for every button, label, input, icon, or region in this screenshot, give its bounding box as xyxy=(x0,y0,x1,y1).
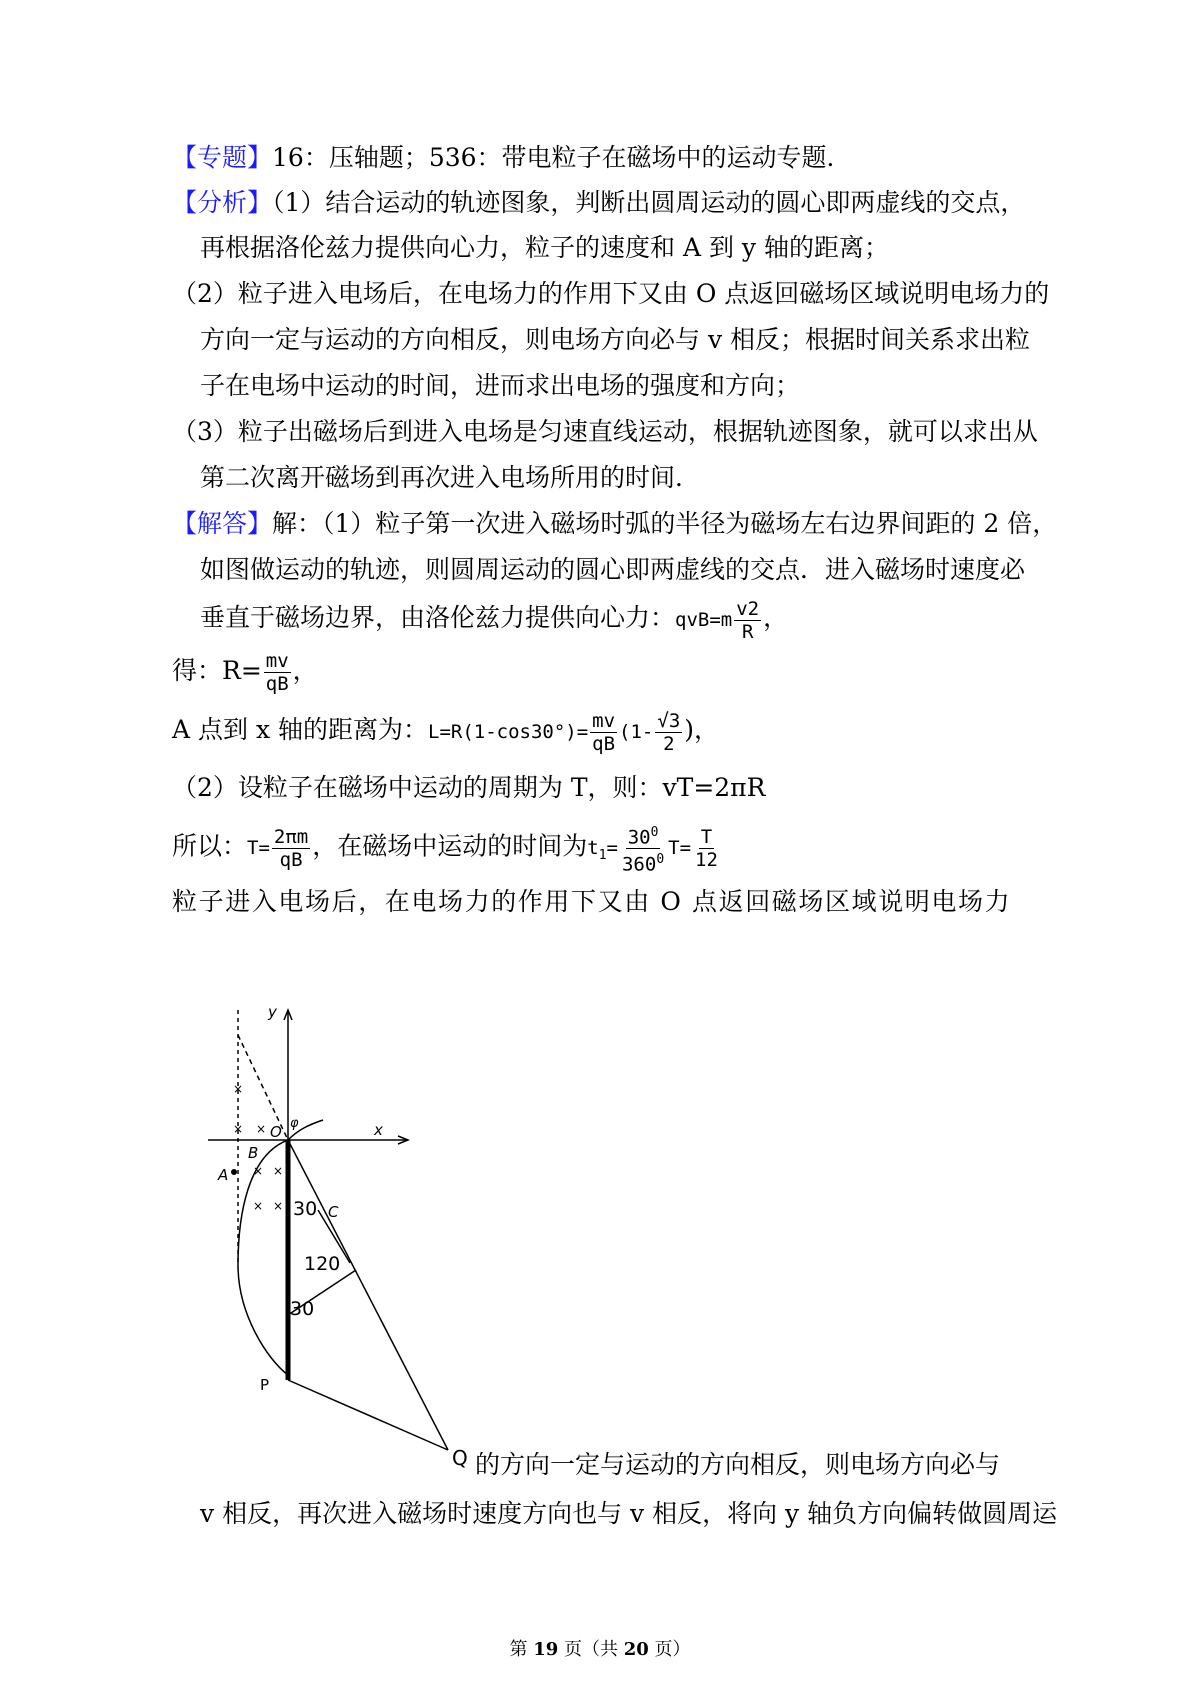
analysis-line-2: 再根据洛伦兹力提供向心力，粒子的速度和 A 到 y 轴的距离； xyxy=(200,233,889,262)
trajectory-figure xyxy=(208,1005,488,1495)
answer-line-7: 所以：T= $\frac{2\pi m}{qB}$ ，在磁场中运动的时间为$t_1=$ $\frac{30^0}{360^0}$ T= $\frac{T}{12}$ xyxy=(172,822,722,876)
radius-formula: $\frac{mv}{qB}$ xyxy=(265,650,289,695)
answer-tag: 【解答】 xyxy=(172,509,273,538)
label-q: Q xyxy=(452,1446,468,1470)
field-mark: × xyxy=(273,1199,284,1213)
field-mark: × xyxy=(233,1082,244,1096)
answer-line-9: 的方向一定与运动的方向相反，则电场方向必与 xyxy=(475,1450,1001,1479)
analysis-line-5: 子在电场中运动的时间，进而求出电场的强度和方向； xyxy=(200,371,801,400)
time-formula: $t_1=$ $\frac{30^0}{360^0}$ T= $\frac{T}{12}$ xyxy=(587,837,722,859)
answer-line-3: 垂直于磁场边界，由洛伦兹力提供向心力：qvB=m $\frac{v2}{R}$ ， xyxy=(200,598,789,643)
angle-30-bottom: 30 xyxy=(290,1298,315,1320)
field-mark: × xyxy=(233,1122,244,1136)
answer-line-2: 如图做运动的轨迹，则圆周运动的圆心即两虚线的交点．进入磁场时速度必 xyxy=(200,555,1026,584)
topic-line xyxy=(172,141,852,175)
label-phi: φ xyxy=(290,1116,299,1131)
label-a: A xyxy=(218,1166,229,1184)
field-mark: × xyxy=(253,1164,264,1178)
label-c: C xyxy=(328,1203,339,1221)
field-mark: × xyxy=(253,1199,264,1213)
distance-formula: L=R(1-cos30°)= $\frac{mv}{qB}$ (1- $\frac{√3}{2}$ xyxy=(428,710,681,755)
page-footer: 第 19 页（共 20 页） xyxy=(509,1639,691,1660)
field-mark: × xyxy=(273,1164,284,1178)
label-p: P xyxy=(260,1376,270,1394)
answer-line-1: 【解答】解：（1）粒子第一次进入磁场时弧的半径为磁场左右边界间距的 2 倍， xyxy=(172,509,1058,538)
answer-line-10: v 相反，再次进入磁场时速度方向也与 v 相反，将向 y 轴负方向偏转做圆周运 xyxy=(200,1499,1058,1528)
label-b: B xyxy=(248,1144,259,1162)
angle-30-top: 30 xyxy=(293,1198,318,1220)
label-o: O xyxy=(270,1123,282,1141)
angle-120: 120 xyxy=(304,1253,341,1275)
lorentz-formula: qvB=m $\frac{v2}{R}$ xyxy=(675,598,760,643)
answer-line-4: 得：R= $\frac{mv}{qB}$ ， xyxy=(172,650,318,695)
page-total: 20 xyxy=(623,1639,649,1660)
analysis-line-4: 方向一定与运动的方向相反，则电场方向必与 v 相反；根据时间关系求出粒 xyxy=(200,325,1031,354)
answer-line-6: （2）设粒子在磁场中运动的周期为 T，则：vT=2πR xyxy=(172,773,766,802)
answer-line-5: A 点到 x 轴的距离为：L=R(1-cos30°)= $\frac{mv}{qB}$ (1- $\frac{√3}{2}$ )， xyxy=(172,710,720,755)
period-formula: T= $\frac{2\pi m}{qB}$ xyxy=(247,826,309,872)
analysis-tag: 【分析】 xyxy=(172,188,273,217)
analysis-line-3: （2）粒子进入电场后，在电场力的作用下又由 O 点返回磁场区域说明电场力的 xyxy=(172,279,1050,308)
analysis-line-1: 【分析】（1）结合运动的轨迹图象，判断出圆周运动的圆心即两虚线的交点， xyxy=(172,188,1026,217)
analysis-line-6: （3）粒子出磁场后到进入电场是匀速直线运动，根据轨迹图象，就可以求出从 xyxy=(172,417,1038,446)
page-number: 19 xyxy=(533,1639,559,1660)
field-mark: × xyxy=(256,1122,267,1136)
label-y: y xyxy=(268,1005,277,1021)
topic-text: 16：压轴题；536：带电粒子在磁场中的运动专题． xyxy=(272,143,852,172)
label-x: x xyxy=(374,1121,383,1139)
topic-tag: 【专题】 xyxy=(172,143,273,172)
analysis-line-7: 第二次离开磁场到再次进入电场所用的时间． xyxy=(200,463,701,492)
answer-line-8: 粒子进入电场后，在电场力的作用下又由 O 点返回磁场区域说明电场力 xyxy=(172,887,1012,916)
